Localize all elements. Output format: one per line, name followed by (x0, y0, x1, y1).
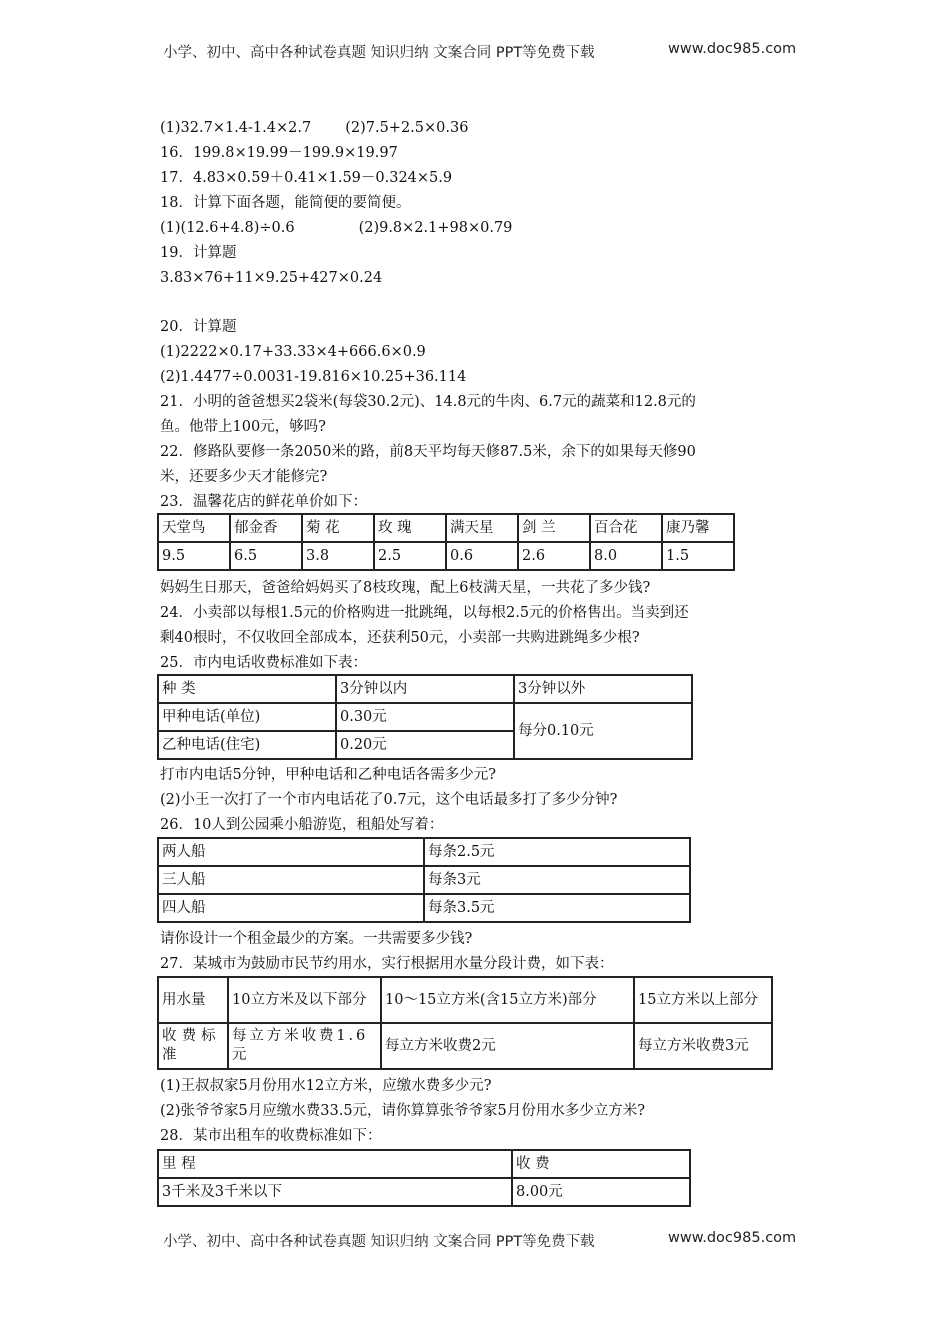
q20-b: (2)1.4477÷0.0031-19.816×10.25+36.114 (160, 369, 467, 385)
phone-rate: 0.20元 (336, 731, 514, 759)
phone-header-cell: 3分钟以外 (514, 675, 692, 703)
flower-name: 郁金香 (230, 514, 302, 542)
q17: 17．4.83×0.59＋0.41×1.59－0.324×5.9 (160, 170, 453, 186)
water-header-cell: 10～15立方米(含15立方米)部分 (381, 977, 634, 1023)
boat-rental-table (157, 837, 691, 923)
header-left-text: 小学、初中、高中各种试卷真题 知识归纳 文案合同 PPT等免费下载 (163, 45, 595, 61)
taxi-fee: 8.00元 (512, 1178, 690, 1206)
taxi-distance: 3千米及3千米以下 (158, 1178, 512, 1206)
q22-line2: 米，还要多少天才能修完? (160, 469, 328, 485)
boat-price: 每条3元 (424, 866, 690, 894)
flower-price: 2.6 (518, 542, 590, 570)
q25-q1: 打市内电话5分钟，甲种电话和乙种电话各需多少元? (160, 767, 496, 783)
footer-right-url[interactable]: www.doc985.com (668, 1230, 797, 1246)
boat-row (158, 894, 690, 922)
phone-rate: 0.30元 (336, 703, 514, 731)
water-fee-cell: 每立方米收费1.6元 (228, 1023, 381, 1069)
q25-title: 25．市内电话收费标准如下表： (160, 655, 367, 671)
flower-price: 2.5 (374, 542, 446, 570)
phone-fee-table (157, 674, 693, 760)
water-header-cell: 用水量 (158, 977, 228, 1023)
taxi-fee-table (157, 1149, 691, 1207)
header-right-url[interactable]: www.doc985.com (668, 41, 797, 57)
q18-parts (160, 218, 512, 238)
q26-title: 26．10人到公园乘小船游览，租船处写着： (160, 817, 444, 833)
q19-expr: 3.83×76+11×9.25+427×0.24 (160, 270, 383, 286)
water-header-cell: 15立方米以上部分 (634, 977, 772, 1023)
q27-q1: (1)王叔叔家5月份用水12立方米，应缴水费多少元? (160, 1078, 492, 1094)
q15-b: (2)7.5+2.5×0.36 (345, 120, 469, 136)
q23-question: 妈妈生日那天，爸爸给妈妈买了8枝玫瑰，配上6枝满天星，一共花了多少钱? (160, 580, 651, 596)
q21-line2: 鱼。他带上100元，够吗? (160, 419, 326, 435)
boat-type: 三人船 (158, 866, 424, 894)
boat-type: 两人船 (158, 838, 424, 866)
q26-question: 请你设计一个租金最少的方案。一共需要多少钱? (160, 931, 473, 947)
flower-price-row (158, 542, 734, 570)
q16: 16．199.8×19.99－199.9×19.97 (160, 145, 398, 161)
taxi-header-row (158, 1150, 690, 1178)
water-fee-cell: 收费标准 (158, 1023, 228, 1069)
flower-name: 满天星 (446, 514, 518, 542)
boat-price: 每条2.5元 (424, 838, 690, 866)
phone-extra-rate: 每分0.10元 (514, 703, 692, 759)
q24-line1: 24．小卖部以每根1.5元的价格购进一批跳绳，以每根2.5元的价格售出。当卖到还 (160, 605, 689, 621)
taxi-header-cell: 收 费 (512, 1150, 690, 1178)
water-fee-cell: 每立方米收费2元 (381, 1023, 634, 1069)
flower-name-row (158, 514, 734, 542)
boat-row (158, 866, 690, 894)
flower-price: 8.0 (590, 542, 662, 570)
q18-a: (1)(12.6+4.8)÷0.6 (160, 220, 295, 236)
boat-price: 每条3.5元 (424, 894, 690, 922)
water-header-cell: 10立方米及以下部分 (228, 977, 381, 1023)
phone-header-cell: 种 类 (158, 675, 336, 703)
flower-name: 剑 兰 (518, 514, 590, 542)
q25-q2: (2)小王一次打了一个市内电话花了0.7元，这个电话最多打了多少分钟? (160, 792, 618, 808)
q27-title: 27．某城市为鼓励市民节约用水，实行根据用水量分段计费，如下表： (160, 956, 614, 972)
flower-price-table (157, 513, 735, 571)
q19-title: 19．计算题 (160, 245, 237, 261)
q21-line1: 21．小明的爸爸想买2袋米(每袋30.2元)、14.8元的牛肉、6.7元的蔬菜和12.8元的 (160, 394, 696, 410)
flower-price: 0.6 (446, 542, 518, 570)
q28-title: 28．某市出租车的收费标准如下： (160, 1128, 382, 1144)
water-fee-cell: 每立方米收费3元 (634, 1023, 772, 1069)
q24-line2: 剩40根时，不仅收回全部成本，还获利50元，小卖部一共购进跳绳多少根? (160, 630, 640, 646)
flower-name: 玫 瑰 (374, 514, 446, 542)
boat-row (158, 838, 690, 866)
flower-name: 百合花 (590, 514, 662, 542)
q20-title: 20．计算题 (160, 319, 237, 335)
phone-header-row (158, 675, 692, 703)
flower-price: 3.8 (302, 542, 374, 570)
q18-b: (2)9.8×2.1+98×0.79 (358, 220, 513, 236)
flower-price: 9.5 (158, 542, 230, 570)
q15-line (160, 118, 468, 138)
footer-left-text: 小学、初中、高中各种试卷真题 知识归纳 文案合同 PPT等免费下载 (163, 1234, 595, 1250)
boat-type: 四人船 (158, 894, 424, 922)
q27-q2: (2)张爷爷家5月应缴水费33.5元，请你算算张爷爷家5月份用水多少立方米? (160, 1103, 646, 1119)
q18-title: 18．计算下面各题，能简便的要简便。 (160, 195, 411, 211)
phone-row (158, 703, 692, 731)
flower-name: 天堂鸟 (158, 514, 230, 542)
phone-header-cell: 3分钟以内 (336, 675, 514, 703)
q22-line1: 22．修路队要修一条2050米的路，前8天平均每天修87.5米，余下的如果每天修90 (160, 444, 696, 460)
water-fee-row (158, 1023, 772, 1069)
flower-price: 6.5 (230, 542, 302, 570)
taxi-header-cell: 里 程 (158, 1150, 512, 1178)
flower-name: 菊 花 (302, 514, 374, 542)
q15-a: (1)32.7×1.4-1.4×2.7 (160, 120, 312, 136)
q20-a: (1)2222×0.17+33.33×4+666.6×0.9 (160, 344, 426, 360)
flower-price: 1.5 (662, 542, 734, 570)
flower-name: 康乃馨 (662, 514, 734, 542)
taxi-row (158, 1178, 690, 1206)
phone-type: 甲种电话(单位) (158, 703, 336, 731)
water-header-row (158, 977, 772, 1023)
phone-type: 乙种电话(住宅) (158, 731, 336, 759)
water-fee-table (157, 976, 773, 1070)
q23-title: 23．温馨花店的鲜花单价如下： (160, 494, 367, 510)
